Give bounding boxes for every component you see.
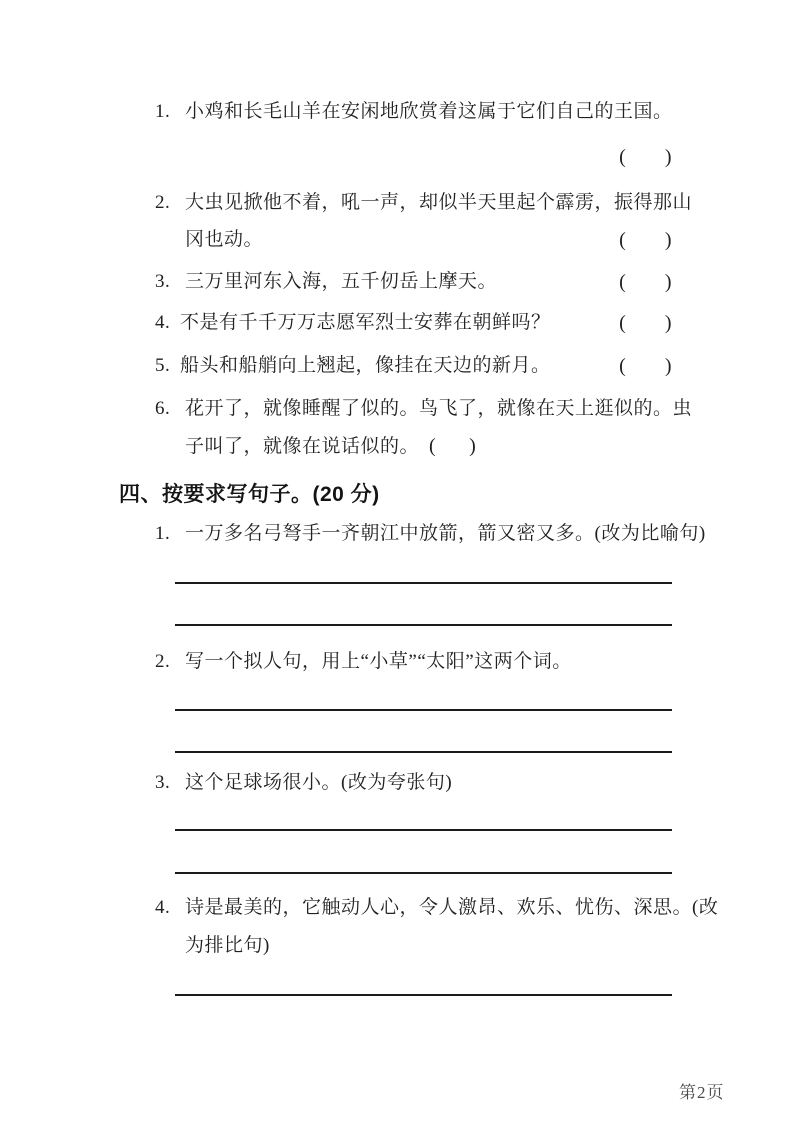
section-heading: 四、按要求写句子。(20 分) [119, 483, 380, 506]
answer-line [175, 582, 672, 584]
answer-line [175, 829, 672, 831]
question-text: 一万多名弓弩手一齐朝江中放箭，箭又密又多。(改为比喻句) [185, 523, 706, 544]
question-number: 1. [155, 101, 171, 122]
question-text: 小鸡和长毛山羊在安闲地欣赏着这属于它们自己的王国。 [185, 101, 673, 122]
answer-line [175, 751, 672, 753]
answer-blank-parens: ( ) [619, 355, 672, 377]
answer-line [175, 624, 672, 626]
question-number: 1. [155, 523, 171, 544]
question-number: 2. [155, 192, 171, 213]
question-number: 2. [155, 651, 171, 672]
question-text: 写一个拟人句，用上“小草”“太阳”这两个词。 [185, 651, 572, 672]
question-text: 船头和船艄向上翘起，像挂在天边的新月。 [180, 355, 551, 376]
answer-blank-parens: ( ) [619, 312, 672, 334]
question-text: 诗是最美的，它触动人心，令人激昂、欢乐、忧伤、深思。(改 [185, 897, 719, 918]
question-text: 不是有千千万万志愿军烈士安葬在朝鲜吗？ [180, 312, 551, 333]
question-text: 大虫见掀他不着，吼一声，却似半天里起个霹雳，振得那山 [185, 192, 693, 213]
question-text: 为排比句) [185, 935, 270, 956]
question-text: 花开了，就像睡醒了似的。鸟飞了，就像在天上逛似的。虫 [185, 398, 693, 419]
question-text: 冈也动。 [185, 229, 264, 250]
question-number: 3. [155, 772, 171, 793]
question-text [185, 432, 476, 461]
question-text: 这个足球场很小。(改为夸张句) [185, 772, 453, 793]
answer-blank-parens: ( ) [619, 271, 672, 293]
question-number: 4. [155, 897, 171, 918]
question-text: 三万里河东入海，五千仞岳上摩天。 [185, 271, 498, 292]
answer-line [175, 994, 672, 996]
question-number: 4. [155, 312, 171, 333]
answer-blank-parens: ( ) [619, 229, 672, 251]
answer-line [175, 709, 672, 711]
page-number: 第2页 [679, 1083, 725, 1102]
question-number: 6. [155, 398, 171, 419]
answer-line [175, 872, 672, 874]
answer-blank-parens: ( ) [619, 146, 672, 168]
question-number: 3. [155, 271, 171, 292]
question-text-continued: 子叫了，就像在说话似的。 [185, 436, 420, 457]
answer-blank-parens: ( ) [429, 435, 477, 457]
question-number: 5. [155, 355, 171, 376]
